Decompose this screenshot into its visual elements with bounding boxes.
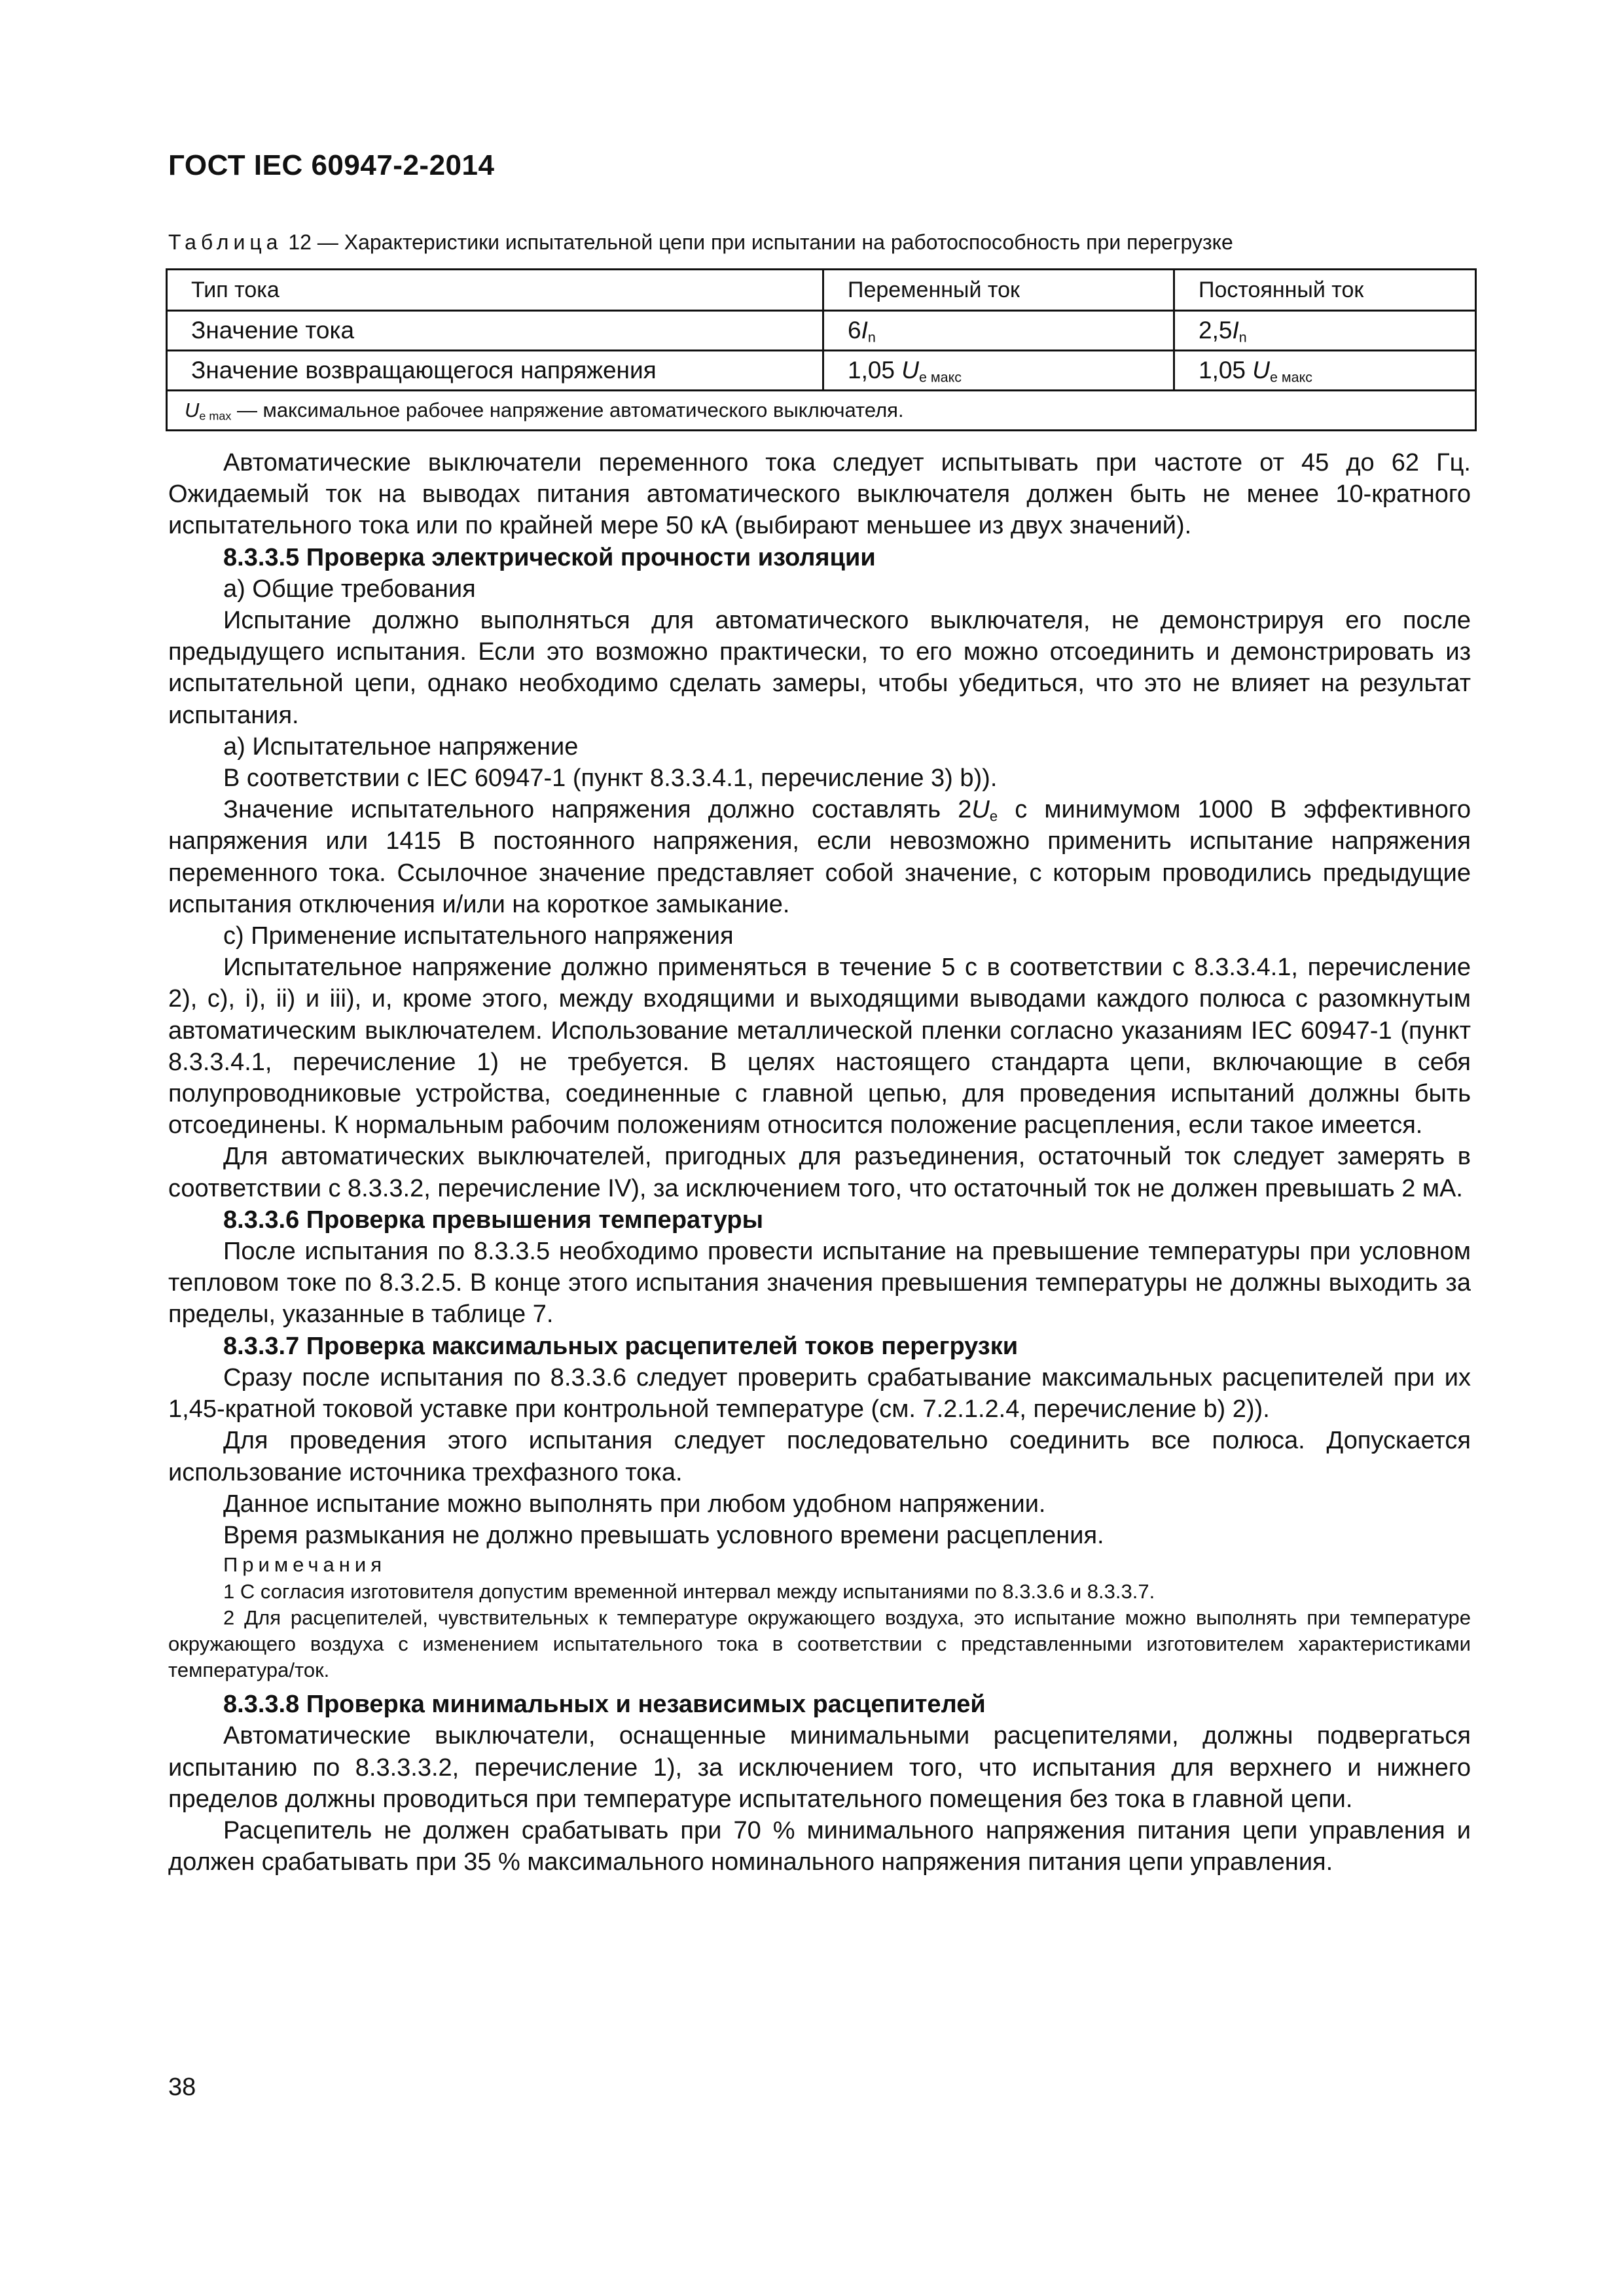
document-header: ГОСТ IEC 60947-2-2014: [168, 149, 495, 181]
paragraph: Испытательное напряжение должно применяться в течение 5 с в соответствии с 8.3.3.4.1, перечисление 2), с), i), ii) и iii), и, кроме этого, между входящими и выходящими выводами каждого полюса с разомкнутым автоматическим выключателем. Использование металлической пленки согласно указаниям IEC 60947-1 (пункт 8.3.3.4.1, перечисление 1) не требуется. В целях настоящего стандарта цепи, включающие в себя полупроводниковые устройства, соединенные с главной цепью, для проведения испытаний должны быть отсоединены. К нормальным рабочим положениям относится положение расцепления, если такое имеется.: [168, 954, 1471, 1139]
paragraph: Значение испытательного напряжения должно составлять $2U_e$ с минимумом 1000 В эффективного напряжения или 1415 В постоянного напряжения, если невозможно применить испытание напряжения переменного тока. Ссылочное значение представляет собой значение, с которым проводились предыдущие испытания отключения и/или на короткое замыкание.: [168, 796, 1471, 918]
paragraph: Сразу после испытания по 8.3.3.6 следует проверить срабатывание максимальных расцепителей при их 1,45-кратной токовой уставке при контрольной температуре (см. 7.2.1.2.4, перечисление b) 2)).: [168, 1363, 1471, 1424]
table-cell: 1,05 $U_{е макс}$: [1174, 351, 1476, 391]
table-note: $U_{e max}$ — максимальное рабочее напряжение автоматического выключателя.: [167, 391, 1476, 431]
table-cell: $2,5I_n$: [1174, 311, 1476, 351]
table-cell: $6I_n$: [823, 311, 1174, 351]
paragraph: Автоматические выключатели переменного тока следует испытывать при частоте от 45 до 62 Гц. Ожидаемый ток на выводах питания автоматического выключателя должен быть не менее 10-кратного испытательного тока или по крайней мере 50 кА (выбирают меньшее из двух значений).: [168, 449, 1471, 540]
paragraph: В соответствии с IEC 60947-1 (пункт 8.3.3.4.1, перечисление 3) b)).: [223, 764, 998, 793]
section-heading-8-3-3-8: 8.3.3.8 Проверка минимальных и независимых расцепителей: [223, 1691, 986, 1719]
table-cell: 1,05 $U_{е макс}$: [823, 351, 1174, 391]
section-heading-8-3-3-6: 8.3.3.6 Проверка превышения температуры: [223, 1206, 764, 1234]
note-2: 2 Для расцепителей, чувствительных к температуре окружающего воздуха, это испытание можно выполнять при температуре окружающего воздуха с изменением испытательного тока в соответствии с представленными изготовителем характеристиками температура/ток.: [168, 1606, 1471, 1682]
page-number: 38: [168, 2073, 196, 2101]
paragraph: Для проведения этого испытания следует последовательно соединить все полюса. Допускается использование источника трехфазного тока.: [168, 1427, 1471, 1486]
paragraph: Для автоматических выключателей, пригодных для разъединения, остаточный ток следует замерять в соответствии с 8.3.3.2, перечисление IV), за исключением того, что остаточный ток не должен превышать 2 мА.: [168, 1143, 1471, 1202]
list-item: а) Испытательное напряжение: [223, 732, 579, 761]
body-text: [168, 447, 1471, 1878]
section-heading-8-3-3-7: 8.3.3.7 Проверка максимальных расцепителей токов перегрузки: [223, 1332, 1019, 1360]
table-header-cell: Переменный ток: [823, 270, 1174, 311]
paragraph: Автоматические выключатели, оснащенные минимальными расцепителями, должны подвергаться испытанию по 8.3.3.3.2, перечисление 1), за исключением того, что испытания для верхнего и нижнего пределов должны проводиться при температуре испытательного помещения без тока в главной цепи.: [168, 1722, 1471, 1813]
table-row: [167, 311, 1476, 351]
table-caption-label: Таблица: [168, 230, 283, 254]
list-item: с) Применение испытательного напряжения: [223, 922, 734, 950]
paragraph: После испытания по 8.3.3.5 необходимо провести испытание на превышение температуры при условном тепловом токе по 8.3.2.5. В конце этого испытания значения превышения температуры не должны выходить за пределы, указанные в таблице 7.: [168, 1238, 1471, 1329]
test-circuit-table: [166, 268, 1477, 431]
section-heading-8-3-3-5: 8.3.3.5 Проверка электрической прочности изоляции: [223, 543, 876, 571]
table-row-label: Значение тока: [167, 311, 823, 351]
paragraph: Расцепитель не должен срабатывать при 70 % минимального напряжения питания цепи управления и должен срабатывать при 35 % максимального номинального напряжения питания цепи управления.: [168, 1816, 1471, 1876]
table-caption: [168, 230, 1471, 255]
paragraph: Данное испытание можно выполнять при любом удобном напряжении.: [223, 1490, 1046, 1518]
paragraph: Время размыкания не должно превышать условного времени расцепления.: [223, 1521, 1104, 1549]
table-row-label: Значение возвращающегося напряжения: [167, 351, 823, 391]
table-header-cell: Постоянный ток: [1174, 270, 1476, 311]
table-caption-text: 12 — Характеристики испытательной цепи при испытании на работоспособность при перегрузке: [282, 230, 1233, 254]
table-note-row: [167, 391, 1476, 431]
table-header-cell: Тип тока: [167, 270, 823, 311]
table-header-row: [167, 270, 1476, 311]
notes-label: Примечания: [223, 1553, 386, 1577]
list-item: а) Общие требования: [223, 575, 476, 603]
paragraph: Испытание должно выполняться для автоматического выключателя, не демонстрируя его после предыдущего испытания. Если это возможно практически, то его можно отсоединить и демонстрировать из испытательной цепи, однако необходимо сделать замеры, чтобы убедиться, что это не влияет на результат испытания.: [168, 607, 1471, 729]
table-row: [167, 351, 1476, 391]
note-1: 1 С согласия изготовителя допустим временной интервал между испытаниями по 8.3.3.6 и 8.3.3.7.: [223, 1580, 1155, 1604]
